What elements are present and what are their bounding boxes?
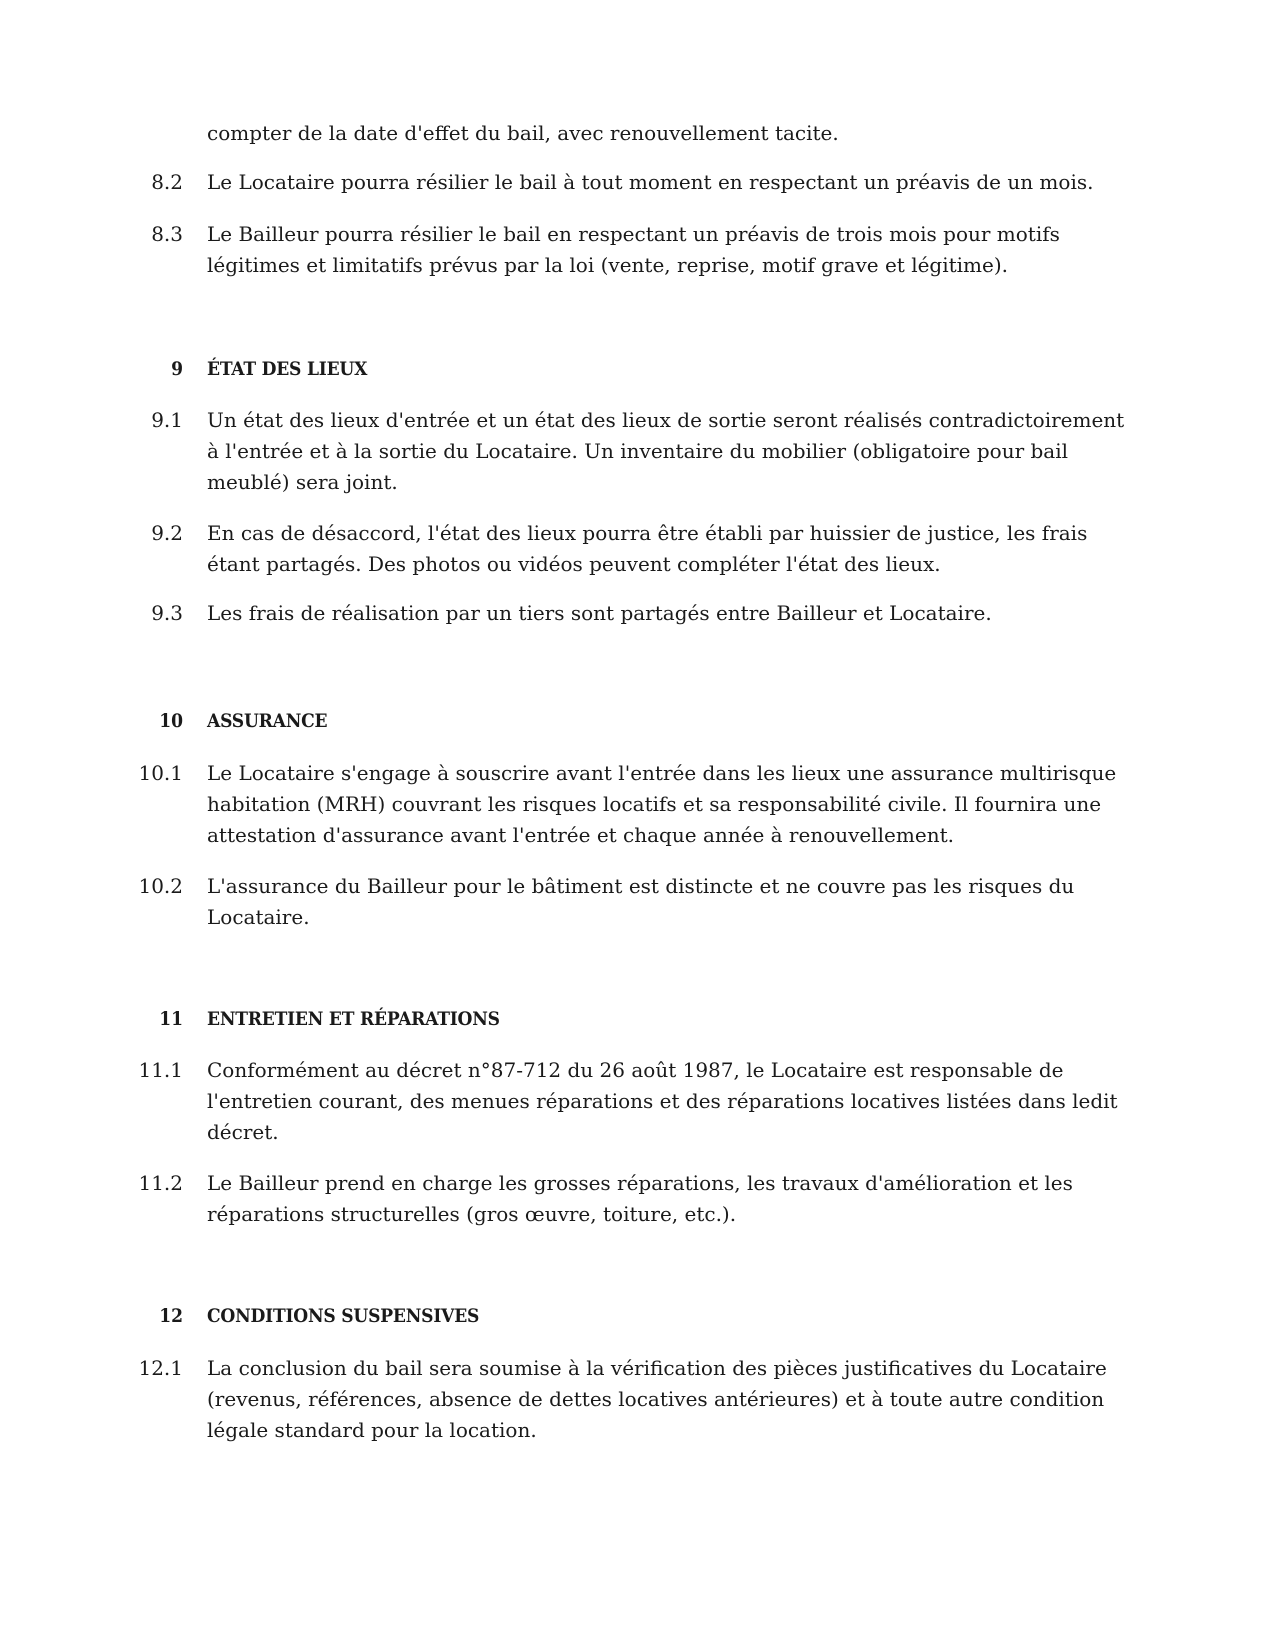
clause-text: compter de la date d'effet du bail, avec renouvellement tacite. — [207, 121, 839, 145]
clause-number: 11.2 — [138, 1171, 183, 1195]
section-number: 9 — [171, 358, 183, 380]
clause-number: 8.2 — [151, 170, 183, 194]
section-title: CONDITIONS SUSPENSIVES — [207, 1305, 480, 1327]
clause-number: 9.1 — [151, 408, 183, 432]
section-number: 10 — [159, 710, 183, 732]
section-number: 11 — [159, 1008, 183, 1030]
clause-text: Le Bailleur prend en charge les grosses réparations, les travaux d'amélioration et les réparations structurelles (gros œuvre, toiture, etc.). — [207, 1171, 1073, 1226]
clause-text: La conclusion du bail sera soumise à la vérification des pièces justificatives du Locataire (revenus, références, absence de dettes locatives antérieures) et à toute autre condition légale standard pour la location. — [207, 1356, 1107, 1442]
clause-text: Le Locataire pourra résilier le bail à tout moment en respectant un préavis de un mois. — [207, 170, 1094, 194]
clause-number: 10.2 — [138, 874, 183, 898]
section-title: ENTRETIEN ET RÉPARATIONS — [207, 1008, 500, 1030]
clause-number: 12.1 — [138, 1356, 183, 1380]
section-title: ÉTAT DES LIEUX — [207, 358, 368, 380]
section-title: ASSURANCE — [207, 710, 328, 732]
clause-text: Le Locataire s'engage à souscrire avant l'entrée dans les lieux une assurance multirisque habitation (MRH) couvrant les risques locatifs et sa responsabilité civile. Il fournira une attestation d'assurance avant l'entrée et chaque année à renouvellement. — [207, 761, 1117, 847]
clause-number: 10.1 — [138, 761, 183, 785]
section-number: 12 — [159, 1305, 183, 1327]
clause-text: Un état des lieux d'entrée et un état des lieux de sortie seront réalisés contradictoirement à l'entrée et à la sortie du Locataire. Un inventaire du mobilier (obligatoire pour bail meublé) sera joint. — [207, 408, 1125, 494]
clause-text: L'assurance du Bailleur pour le bâtiment est distincte et ne couvre pas les risques du Locataire. — [207, 874, 1075, 929]
clause-text: Conformément au décret n°87-712 du 26 août 1987, le Locataire est responsable de l'entretien courant, des menues réparations et des réparations locatives listées dans ledit décret. — [207, 1058, 1118, 1144]
clause-text: Le Bailleur pourra résilier le bail en respectant un préavis de trois mois pour motifs légitimes et limitatifs prévus par la loi (vente, reprise, motif grave et légitime). — [207, 222, 1060, 277]
clause-text: En cas de désaccord, l'état des lieux pourra être établi par huissier de justice, les frais étant partagés. Des photos ou vidéos peuvent compléter l'état des lieux. — [207, 521, 1088, 576]
clause-number: 11.1 — [138, 1058, 183, 1082]
clause-number: 8.3 — [151, 222, 183, 246]
clause-text: Les frais de réalisation par un tiers sont partagés entre Bailleur et Locataire. — [207, 601, 992, 625]
clause-number: 9.3 — [151, 601, 183, 625]
clause-number: 9.2 — [151, 521, 183, 545]
